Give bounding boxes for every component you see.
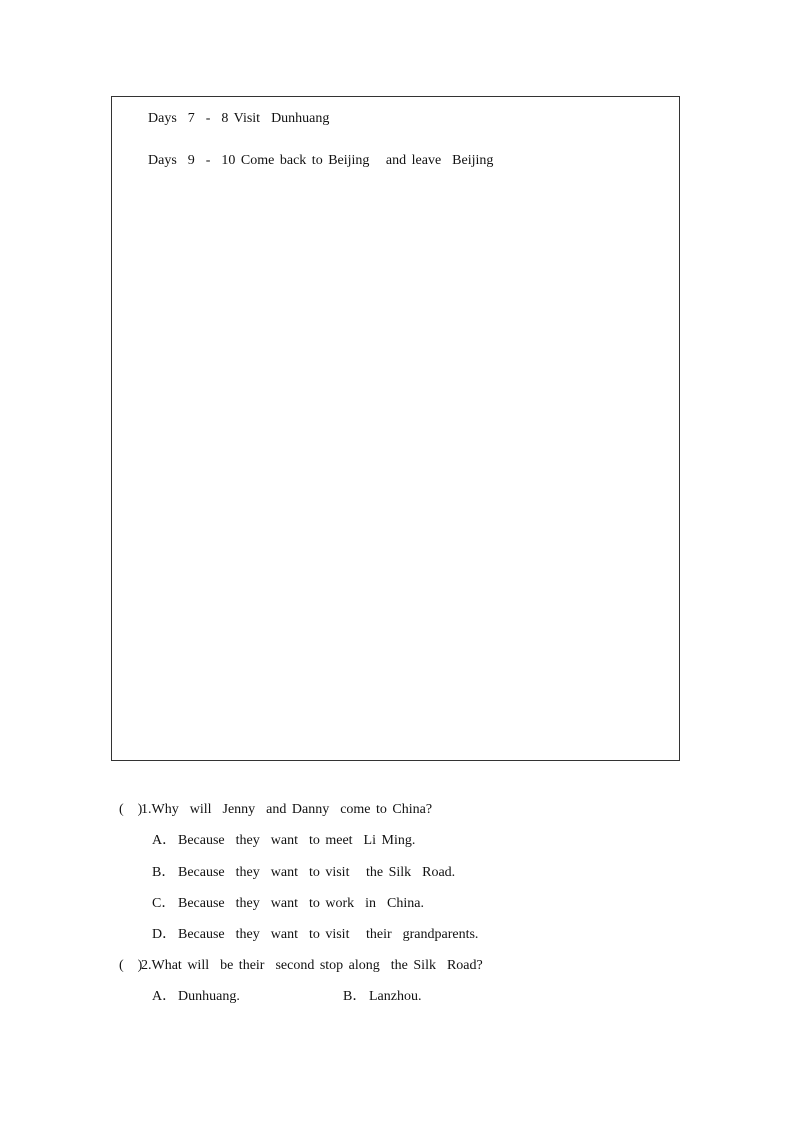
question-1-option-c [152, 895, 424, 913]
option-letter: A． [152, 833, 177, 848]
option-text: Because they want to visit the Silk Road. [178, 865, 456, 880]
option-text: Because they want to visit their grandparents. [178, 927, 479, 942]
question-1-answer-blank[interactable]: ( ) [119, 802, 143, 817]
question-1-option-d [152, 926, 478, 944]
question-1-option-b [152, 864, 455, 882]
schedule-line-days-7-8: Days 7 - 8 Visit Dunhuang [148, 111, 330, 126]
option-letter: A． [152, 989, 177, 1004]
option-text: Lanzhou. [369, 989, 422, 1004]
question-2-stem: 2.What will be their second stop along the Silk Road? [141, 958, 483, 973]
question-2-option-b [343, 988, 421, 1006]
option-text: Because they want to work in China. [178, 896, 424, 911]
option-text: Because they want to meet Li Ming. [178, 833, 416, 848]
option-letter: B． [152, 865, 176, 880]
schedule-line-days-9-10: Days 9 - 10 Come back to Beijing and leave Beijing [148, 153, 494, 168]
option-text: Dunhuang. [178, 989, 240, 1004]
question-2-answer-blank[interactable]: ( ) [119, 958, 143, 973]
option-letter: C． [152, 896, 176, 911]
question-1-option-a [152, 832, 415, 850]
schedule-box [111, 96, 680, 761]
question-2-option-a [152, 988, 240, 1006]
option-letter: B． [343, 989, 367, 1004]
option-letter: D． [152, 927, 177, 942]
question-1-stem: 1.Why will Jenny and Danny come to China? [141, 802, 433, 817]
